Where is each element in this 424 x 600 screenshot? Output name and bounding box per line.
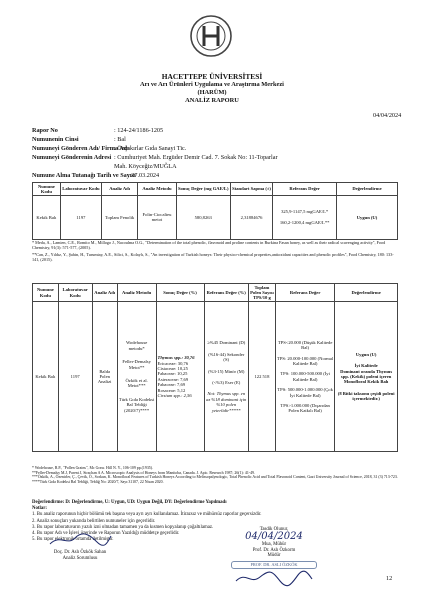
table1-footnote-2: **Can, Z., Yıldız, Y., Şahin, H., Turumtay, A.E., Silici, S., Kolaylı, S., "An investigation of Turkish honeys: Their physico-chemical properties,antioxidant capacities and phenolic profiles", Food Chemistry, 180: 133-141, (2015).: [32, 252, 394, 263]
university-logo-icon: [189, 14, 233, 58]
phenolic-results-table: [32, 182, 398, 240]
table-header-row: Numune Kodu Laboratuvar Kodu Analiz Adı Analiz Metodu Sonuç Değer (mg GAE/L) Standart Sapma (±) Referans Değer Değerlendirme: [33, 183, 398, 196]
report-title: ANALİZ RAPORU: [185, 97, 239, 104]
center-abbrev: (HARÜM): [197, 89, 227, 96]
pollen-results-table: [32, 283, 398, 452]
table-header-row: Numune Kodu Laboratuvar Kodu Analiz Adı Analiz Metodu Sonuç Değer (%) Referans Değer (%) Toplam Polen Sayısı TPS/10 g Referans Değer Değerlendirme: [33, 284, 398, 302]
table1-footnote-1: * Meda, A., Lamien, C.E., Romito M., Millogo J., Nacoulma O.G., "Determination of the total phenolic, flavonoid and proline contents in Burkina Fasan honey, as well as their radical scavenging activity", Food Chemistry, 91(3): 571-577, (2005).: [32, 240, 386, 251]
notes-section: Değerlendirme: D: Değerlendirme, U: Uygun, UD: Uygun Değil, DY: Değerlendirme Yapılmadı Notlar: 1. Bu analiz raporunun hiçbir bölümü tek başına veya ayrı ayrı kullanılamaz. İtirazsız ve mühürsüz raporlar geçersizdir. 2. Analiz sonuçları yukarıda belirtilen numuneler için geçerlidir. 3. Bu rapor laboratuvarın yazılı izni olmadan tamamen ya da kısmen kopyalanıp çoğaltılamaz. 4. Bu rapor Adı ve İşlevi üzerinde ve Raporun Yazıldığı müddetçe geçerlidir. 5. Bu rapor elektronik ortamda iletilmiştir.: [32, 500, 262, 543]
table-row: Kekik Balı 1197 Balda Polen Analizi Wodehouse metodu* Feller-Demalsy Metot** Özkök et al. Metot*** Türk Gıda Kodeksi Bal Tebliği (2020/7)**** Thymus spp.: 30,76 Ericaceae: 30,76 Cistaceae: 10,25 Fabaceae: 10,25 Asteraceae: 7,69 Fabaceae: 7,69 Rosaceae: 5,12 Cirsium spp.: 2,56 ≥%45 Dominant (D) (%16-44) Sekonder (S) (%3-15) Minör (M) (<%3) Eser (E) Not: Thymus spp. en az %18 dominant için %10 polen yeterlidir***** 122 518 TPS<20.000 (Düşük Kalitede Bal) TPS: 20.000-100.000 (Normal Kalitede Bal) TPS: 100.000-500.000 (İyi Kalitede Bal) TPS: 500.000-1.000.000 (Çok İyi Kalitede Bal) TPS>1.000.000 (Dışarıdan Polen Katkılı Bal) Uygun (U) İyi Kalitede Dominant oranda Thymus spp. (Kekik) poleni içeren Monofloral Kekik Balı (8 Bitki taksonu çeşidi poleni içermektedir.): [33, 302, 398, 452]
table-row: Kekik Balı 1197 Toplam Fenolik Folin-Ciocalteu metot 580,8263 2,31884676 325,9-1147,5 mgGAE/L* 160,2-1200,4 mgGAE/L** Uygun (U): [33, 195, 398, 239]
analyst-signature-block: Doç. Dr. Aslı Özkök Sahan Analiz Sorumlusu: [40, 532, 120, 561]
page-number: 12: [386, 575, 393, 582]
university-name: HACETTEPE ÜNİVERSİTESİ: [161, 72, 263, 81]
official-stamp: PROF. DR. ASLI ÖZKÖK: [231, 561, 317, 569]
director-signature-icon: [232, 569, 316, 587]
handwritten-date: 04/04/2024: [245, 531, 303, 543]
director-signature-block: Tasdik Olunur, 04/04/2024 Mua, Mühür Prof. Dr. Aslı Özkorm Müdür PROF. DR. ASLI ÖZKÖK: [229, 527, 319, 589]
center-name: Arı ve Arı Ürünleri Uygulama ve Araştırma Merkezi: [140, 81, 284, 88]
report-meta: Rapor No : 124-24/1186-1205 Numunenin Cinsi : Bal Numuneyi Gönderen Adı/ Firma Adı : Özçakırlar Gıda Sanayi Tic. Numuneyi Gönderenin Adresi : Cumhuriyet Mah. Ergüder Demir Cad. 7. Sokak No: 11-Toparlar Mah. Köyceğiz/MUĞLA Numune Alma Tutanağı Tarih ve Sayısı : 27.03.2024: [32, 127, 278, 179]
analyst-signature-icon: [45, 532, 115, 548]
report-date: 04/04/2024: [373, 112, 402, 119]
table2-footnotes: * Wodehouse, R.P., "Pollen Grains", Mc Graw. Hill N. Y., 106-109 pp.(1935). **Feller-Demalsy M.J, Parent J, Strachan A A. Microscopic Analysis of Honeys from Manitoba, Canada. J. Apic. Research 1987; 26(1): 41-49. ***Özkök, A., Özenirler, Ç., Çevik, Ö., Sorkun, K. Monofloral Features of Turkish Honeys According to Melissopalynologic, Total Phenolic Acid and Total Flavonoid Content, Gazi University Journal of Science, 2018, 31 (3) 713-723. ****Türk Gıda Kodeksi Bal Tebliği, Tebliğ No: 2020/7, Sayı:31107, 22 Nisan 2020.: [32, 466, 398, 484]
